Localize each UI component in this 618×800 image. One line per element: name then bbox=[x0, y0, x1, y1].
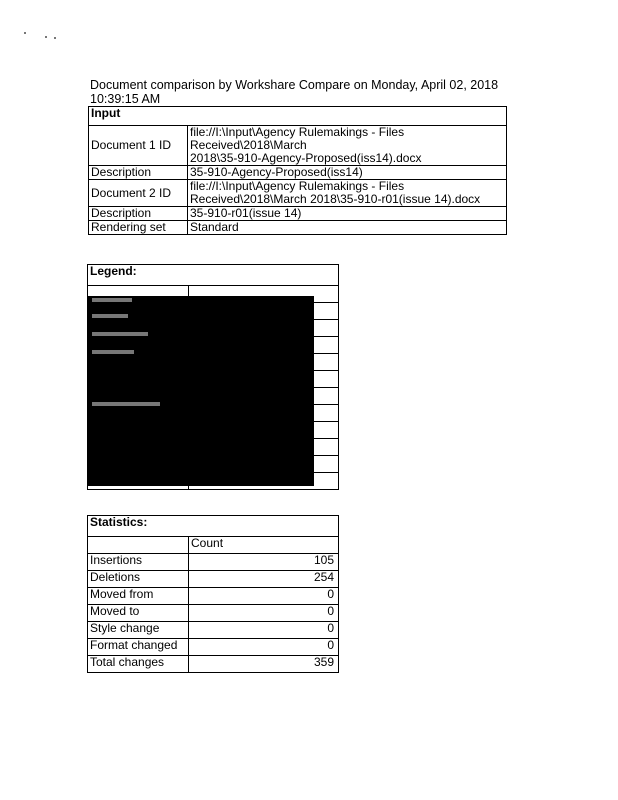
value-line: file://I:\Input\Agency Rulemakings - Files bbox=[190, 179, 405, 193]
table-header-row bbox=[88, 537, 339, 554]
scan-smear bbox=[92, 298, 132, 302]
legend-title: Legend: bbox=[88, 265, 339, 286]
value-line: Standard bbox=[190, 220, 239, 234]
value-line: Received\2018\March bbox=[190, 138, 307, 152]
row-value bbox=[188, 166, 507, 180]
table-row bbox=[88, 554, 339, 571]
table-row bbox=[89, 166, 507, 180]
stat-label: Total changes bbox=[88, 656, 189, 673]
table-row bbox=[89, 180, 507, 207]
stat-label: Moved to bbox=[88, 605, 189, 622]
statistics-title: Statistics: bbox=[88, 516, 339, 537]
table-row bbox=[88, 605, 339, 622]
stat-count: 0 bbox=[189, 622, 339, 639]
statistics-table bbox=[87, 515, 339, 673]
table-row bbox=[89, 207, 507, 221]
value-line: 2018\35-910-Agency-Proposed(iss14).docx bbox=[190, 151, 422, 165]
input-title: Input bbox=[89, 107, 507, 126]
row-label: Document 2 ID bbox=[89, 180, 188, 207]
table-row bbox=[88, 588, 339, 605]
scan-smear bbox=[92, 350, 134, 354]
row-value bbox=[188, 207, 507, 221]
stat-count: 105 bbox=[189, 554, 339, 571]
row-value bbox=[188, 221, 507, 235]
scan-speck bbox=[24, 32, 26, 34]
stat-count: 0 bbox=[189, 639, 339, 656]
table-row bbox=[88, 571, 339, 588]
comparison-heading bbox=[90, 78, 510, 106]
value-line: 35-910-r01(issue 14) bbox=[190, 206, 302, 220]
stat-count: 0 bbox=[189, 605, 339, 622]
input-table bbox=[88, 106, 507, 235]
row-label: Document 1 ID bbox=[89, 126, 188, 166]
heading-line-1: Document comparison by Workshare Compare on Monday, April 02, 2018 bbox=[90, 78, 499, 92]
stat-count: 0 bbox=[189, 588, 339, 605]
row-label: Rendering set bbox=[89, 221, 188, 235]
value-line: Received\2018\March 2018\35-910-r01(issue 14).docx bbox=[190, 192, 481, 206]
value-line: file://I:\Input\Agency Rulemakings - Files bbox=[190, 125, 405, 139]
redacted-legend-block bbox=[88, 296, 314, 486]
value-line: 35-910-Agency-Proposed(iss14) bbox=[190, 165, 363, 179]
table-row bbox=[89, 221, 507, 235]
scan-speck bbox=[54, 37, 56, 39]
table-row bbox=[88, 639, 339, 656]
heading-line-2: 10:39:15 AM bbox=[90, 92, 161, 106]
stat-label: Format changed bbox=[88, 639, 189, 656]
stat-label: Style change bbox=[88, 622, 189, 639]
table-row bbox=[89, 126, 507, 166]
row-value bbox=[188, 180, 507, 207]
stat-count: 254 bbox=[189, 571, 339, 588]
row-label: Description bbox=[89, 166, 188, 180]
row-value bbox=[188, 126, 507, 166]
row-label: Description bbox=[89, 207, 188, 221]
table-row bbox=[88, 656, 339, 673]
table-row bbox=[88, 622, 339, 639]
stat-label: Insertions bbox=[88, 554, 189, 571]
stat-label: Deletions bbox=[88, 571, 189, 588]
scan-speck bbox=[45, 36, 47, 38]
scan-smear bbox=[92, 332, 148, 336]
scan-smear bbox=[92, 314, 128, 318]
scan-smear bbox=[92, 402, 160, 406]
count-header: Count bbox=[189, 537, 339, 554]
stat-count: 359 bbox=[189, 656, 339, 673]
stat-label: Moved from bbox=[88, 588, 189, 605]
